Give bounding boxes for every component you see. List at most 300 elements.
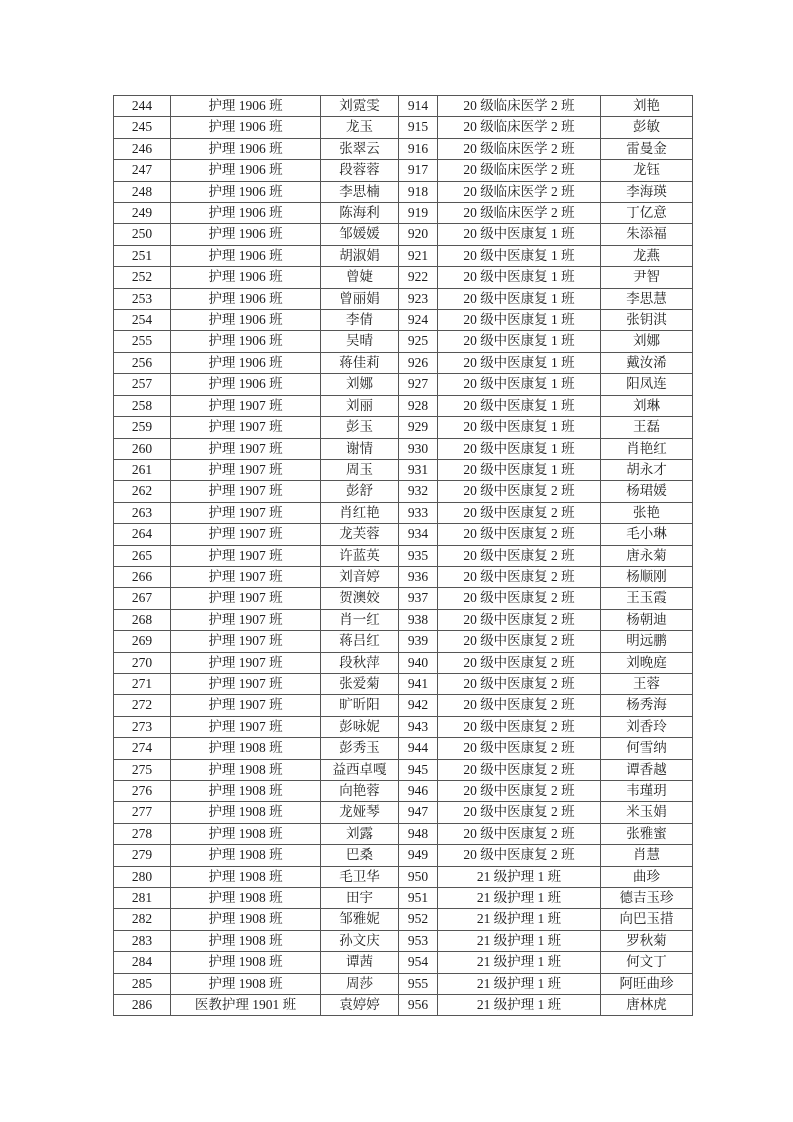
cell-name-left: 许蓝英 — [321, 545, 399, 566]
cell-class-left: 护理 1906 班 — [171, 203, 321, 224]
table-row — [114, 224, 693, 245]
table-row — [114, 310, 693, 331]
table-row — [114, 695, 693, 716]
cell-name-right: 韦瑾玥 — [601, 781, 693, 802]
cell-class-left: 护理 1907 班 — [171, 481, 321, 502]
table-row — [114, 888, 693, 909]
cell-class-left: 护理 1907 班 — [171, 524, 321, 545]
cell-serial-left: 280 — [114, 866, 171, 887]
cell-class-left: 护理 1908 班 — [171, 845, 321, 866]
cell-serial-right: 923 — [399, 288, 438, 309]
cell-class-right: 20 级中医康复 2 班 — [438, 652, 601, 673]
cell-class-left: 护理 1907 班 — [171, 545, 321, 566]
table-row — [114, 781, 693, 802]
cell-class-right: 21 级护理 1 班 — [438, 888, 601, 909]
cell-name-right: 李海瑛 — [601, 181, 693, 202]
cell-class-left: 护理 1908 班 — [171, 973, 321, 994]
cell-name-right: 唐林虎 — [601, 995, 693, 1016]
cell-serial-right: 914 — [399, 96, 438, 117]
cell-class-left: 护理 1908 班 — [171, 759, 321, 780]
cell-serial-left: 251 — [114, 245, 171, 266]
table-row — [114, 909, 693, 930]
cell-name-right: 罗秋菊 — [601, 930, 693, 951]
cell-name-left: 曾丽娟 — [321, 288, 399, 309]
cell-name-right: 王蓉 — [601, 673, 693, 694]
cell-class-left: 护理 1906 班 — [171, 374, 321, 395]
cell-name-right: 张雅蜜 — [601, 823, 693, 844]
table-row — [114, 631, 693, 652]
cell-serial-left: 271 — [114, 673, 171, 694]
cell-class-right: 20 级中医康复 2 班 — [438, 673, 601, 694]
table-row — [114, 160, 693, 181]
cell-name-right: 肖慧 — [601, 845, 693, 866]
cell-class-right: 20 级中医康复 2 班 — [438, 609, 601, 630]
cell-name-left: 蒋佳莉 — [321, 352, 399, 373]
cell-name-right: 彭敏 — [601, 117, 693, 138]
cell-name-right: 张钥淇 — [601, 310, 693, 331]
cell-name-left: 旷昕阳 — [321, 695, 399, 716]
cell-serial-right: 930 — [399, 438, 438, 459]
table-row — [114, 716, 693, 737]
cell-name-left: 彭咏妮 — [321, 716, 399, 737]
cell-class-right: 20 级中医康复 2 班 — [438, 481, 601, 502]
cell-serial-left: 264 — [114, 524, 171, 545]
cell-serial-left: 283 — [114, 930, 171, 951]
cell-class-right: 21 级护理 1 班 — [438, 995, 601, 1016]
cell-name-left: 周莎 — [321, 973, 399, 994]
cell-class-left: 护理 1906 班 — [171, 96, 321, 117]
cell-class-right: 20 级中医康复 2 班 — [438, 631, 601, 652]
cell-name-right: 刘琳 — [601, 395, 693, 416]
cell-class-left: 护理 1907 班 — [171, 609, 321, 630]
table-row — [114, 652, 693, 673]
cell-serial-right: 940 — [399, 652, 438, 673]
cell-class-right: 20 级中医康复 2 班 — [438, 502, 601, 523]
cell-name-left: 蒋吕红 — [321, 631, 399, 652]
cell-serial-left: 250 — [114, 224, 171, 245]
table-row — [114, 374, 693, 395]
cell-name-left: 邹雅妮 — [321, 909, 399, 930]
cell-class-left: 护理 1907 班 — [171, 502, 321, 523]
table-row — [114, 181, 693, 202]
cell-name-right: 杨珺媛 — [601, 481, 693, 502]
cell-name-right: 肖艳红 — [601, 438, 693, 459]
cell-serial-right: 952 — [399, 909, 438, 930]
cell-serial-left: 268 — [114, 609, 171, 630]
cell-class-left: 护理 1906 班 — [171, 288, 321, 309]
cell-name-left: 彭秀玉 — [321, 738, 399, 759]
cell-name-left: 段蓉蓉 — [321, 160, 399, 181]
cell-name-left: 李倩 — [321, 310, 399, 331]
cell-name-left: 刘霓雯 — [321, 96, 399, 117]
cell-class-right: 21 级护理 1 班 — [438, 909, 601, 930]
cell-serial-right: 946 — [399, 781, 438, 802]
cell-class-right: 21 级护理 1 班 — [438, 866, 601, 887]
cell-class-right: 21 级护理 1 班 — [438, 930, 601, 951]
table-row — [114, 588, 693, 609]
cell-class-left: 护理 1907 班 — [171, 673, 321, 694]
cell-class-right: 20 级中医康复 2 班 — [438, 524, 601, 545]
cell-serial-right: 944 — [399, 738, 438, 759]
cell-serial-left: 269 — [114, 631, 171, 652]
cell-serial-right: 941 — [399, 673, 438, 694]
cell-serial-left: 267 — [114, 588, 171, 609]
table-row — [114, 352, 693, 373]
cell-class-left: 护理 1906 班 — [171, 352, 321, 373]
cell-class-left: 护理 1907 班 — [171, 417, 321, 438]
cell-name-right: 戴汝浠 — [601, 352, 693, 373]
cell-name-left: 谢情 — [321, 438, 399, 459]
table-row — [114, 395, 693, 416]
cell-class-right: 20 级中医康复 1 班 — [438, 352, 601, 373]
table-row — [114, 524, 693, 545]
cell-serial-left: 281 — [114, 888, 171, 909]
cell-serial-right: 943 — [399, 716, 438, 737]
cell-name-left: 龙芙蓉 — [321, 524, 399, 545]
cell-class-left: 护理 1906 班 — [171, 181, 321, 202]
cell-class-right: 20 级临床医学 2 班 — [438, 203, 601, 224]
cell-class-left: 护理 1906 班 — [171, 245, 321, 266]
cell-class-right: 20 级中医康复 1 班 — [438, 267, 601, 288]
cell-serial-right: 955 — [399, 973, 438, 994]
cell-serial-left: 256 — [114, 352, 171, 373]
cell-serial-right: 950 — [399, 866, 438, 887]
cell-serial-right: 954 — [399, 952, 438, 973]
cell-name-right: 阳凤连 — [601, 374, 693, 395]
cell-serial-left: 260 — [114, 438, 171, 459]
cell-serial-left: 247 — [114, 160, 171, 181]
table-row — [114, 203, 693, 224]
cell-serial-left: 258 — [114, 395, 171, 416]
cell-serial-right: 919 — [399, 203, 438, 224]
cell-class-right: 20 级中医康复 1 班 — [438, 395, 601, 416]
cell-name-left: 田宇 — [321, 888, 399, 909]
cell-serial-left: 259 — [114, 417, 171, 438]
cell-class-right: 20 级中医康复 1 班 — [438, 288, 601, 309]
cell-serial-right: 948 — [399, 823, 438, 844]
cell-class-right: 20 级临床医学 2 班 — [438, 181, 601, 202]
cell-serial-left: 273 — [114, 716, 171, 737]
table-row — [114, 673, 693, 694]
cell-name-right: 阿旺曲珍 — [601, 973, 693, 994]
cell-name-right: 雷曼金 — [601, 138, 693, 159]
cell-name-left: 胡淑娟 — [321, 245, 399, 266]
cell-serial-left: 249 — [114, 203, 171, 224]
cell-class-left: 医教护理 1901 班 — [171, 995, 321, 1016]
cell-class-left: 护理 1907 班 — [171, 395, 321, 416]
cell-serial-left: 245 — [114, 117, 171, 138]
cell-name-left: 吴晴 — [321, 331, 399, 352]
cell-serial-right: 925 — [399, 331, 438, 352]
cell-class-right: 20 级中医康复 1 班 — [438, 438, 601, 459]
cell-class-right: 20 级中医康复 1 班 — [438, 245, 601, 266]
table-row — [114, 459, 693, 480]
cell-name-left: 段秋萍 — [321, 652, 399, 673]
cell-name-left: 毛卫华 — [321, 866, 399, 887]
table-row — [114, 481, 693, 502]
cell-class-right: 20 级中医康复 1 班 — [438, 331, 601, 352]
cell-name-left: 谭茜 — [321, 952, 399, 973]
cell-class-right: 20 级中医康复 2 班 — [438, 738, 601, 759]
cell-name-left: 刘娜 — [321, 374, 399, 395]
table-row — [114, 823, 693, 844]
cell-serial-right: 939 — [399, 631, 438, 652]
table-row — [114, 502, 693, 523]
cell-class-left: 护理 1908 班 — [171, 888, 321, 909]
table-row — [114, 245, 693, 266]
cell-name-right: 何雪纳 — [601, 738, 693, 759]
cell-serial-left: 286 — [114, 995, 171, 1016]
cell-serial-left: 284 — [114, 952, 171, 973]
table-row — [114, 331, 693, 352]
cell-class-right: 20 级临床医学 2 班 — [438, 138, 601, 159]
cell-name-right: 胡永才 — [601, 459, 693, 480]
cell-class-left: 护理 1908 班 — [171, 866, 321, 887]
cell-serial-left: 254 — [114, 310, 171, 331]
cell-name-right: 刘晚庭 — [601, 652, 693, 673]
table-row — [114, 117, 693, 138]
cell-name-right: 张艳 — [601, 502, 693, 523]
cell-class-left: 护理 1907 班 — [171, 652, 321, 673]
cell-name-left: 贺澳姣 — [321, 588, 399, 609]
cell-serial-right: 920 — [399, 224, 438, 245]
cell-name-left: 张爱菊 — [321, 673, 399, 694]
cell-class-right: 20 级中医康复 2 班 — [438, 545, 601, 566]
roster-table-body — [114, 96, 693, 1016]
cell-serial-left: 279 — [114, 845, 171, 866]
cell-class-left: 护理 1908 班 — [171, 802, 321, 823]
cell-class-left: 护理 1908 班 — [171, 823, 321, 844]
cell-serial-left: 252 — [114, 267, 171, 288]
cell-class-left: 护理 1906 班 — [171, 310, 321, 331]
cell-class-right: 20 级中医康复 1 班 — [438, 310, 601, 331]
cell-name-right: 龙燕 — [601, 245, 693, 266]
cell-class-left: 护理 1907 班 — [171, 631, 321, 652]
table-row — [114, 438, 693, 459]
cell-class-left: 护理 1906 班 — [171, 160, 321, 181]
cell-name-left: 孙文庆 — [321, 930, 399, 951]
cell-name-right: 毛小琳 — [601, 524, 693, 545]
table-row — [114, 545, 693, 566]
cell-name-right: 米玉娟 — [601, 802, 693, 823]
cell-name-left: 刘音婷 — [321, 566, 399, 587]
cell-serial-right: 931 — [399, 459, 438, 480]
cell-serial-left: 263 — [114, 502, 171, 523]
cell-serial-left: 275 — [114, 759, 171, 780]
cell-serial-left: 244 — [114, 96, 171, 117]
cell-class-left: 护理 1906 班 — [171, 224, 321, 245]
cell-class-right: 20 级中医康复 2 班 — [438, 781, 601, 802]
cell-name-right: 曲珍 — [601, 866, 693, 887]
cell-serial-left: 266 — [114, 566, 171, 587]
cell-class-right: 20 级中医康复 2 班 — [438, 802, 601, 823]
cell-name-left: 曾婕 — [321, 267, 399, 288]
cell-name-left: 陈海利 — [321, 203, 399, 224]
cell-class-left: 护理 1906 班 — [171, 331, 321, 352]
cell-name-right: 刘香玲 — [601, 716, 693, 737]
cell-name-left: 益西卓嘎 — [321, 759, 399, 780]
cell-name-right: 朱添福 — [601, 224, 693, 245]
cell-name-left: 李思楠 — [321, 181, 399, 202]
table-row — [114, 288, 693, 309]
table-row — [114, 845, 693, 866]
cell-serial-right: 916 — [399, 138, 438, 159]
cell-class-left: 护理 1907 班 — [171, 566, 321, 587]
cell-serial-right: 942 — [399, 695, 438, 716]
cell-serial-left: 272 — [114, 695, 171, 716]
cell-class-left: 护理 1908 班 — [171, 738, 321, 759]
cell-name-right: 刘艳 — [601, 96, 693, 117]
cell-name-left: 龙玉 — [321, 117, 399, 138]
cell-name-left: 刘丽 — [321, 395, 399, 416]
cell-name-left: 周玉 — [321, 459, 399, 480]
cell-name-right: 杨顺刚 — [601, 566, 693, 587]
cell-class-right: 20 级中医康复 1 班 — [438, 224, 601, 245]
cell-name-right: 德吉玉珍 — [601, 888, 693, 909]
cell-name-right: 谭香越 — [601, 759, 693, 780]
cell-name-right: 刘娜 — [601, 331, 693, 352]
cell-name-right: 杨秀海 — [601, 695, 693, 716]
cell-serial-right: 935 — [399, 545, 438, 566]
cell-name-right: 王玉霞 — [601, 588, 693, 609]
cell-class-right: 20 级中医康复 1 班 — [438, 459, 601, 480]
cell-name-left: 龙娅琴 — [321, 802, 399, 823]
table-row — [114, 995, 693, 1016]
cell-serial-right: 936 — [399, 566, 438, 587]
cell-class-left: 护理 1906 班 — [171, 267, 321, 288]
cell-name-right: 唐永菊 — [601, 545, 693, 566]
table-row — [114, 738, 693, 759]
cell-serial-left: 248 — [114, 181, 171, 202]
cell-class-right: 20 级中医康复 2 班 — [438, 845, 601, 866]
cell-serial-right: 947 — [399, 802, 438, 823]
table-row — [114, 759, 693, 780]
cell-class-left: 护理 1907 班 — [171, 459, 321, 480]
cell-class-right: 20 级临床医学 2 班 — [438, 96, 601, 117]
cell-name-left: 张翠云 — [321, 138, 399, 159]
table-row — [114, 609, 693, 630]
cell-class-right: 20 级中医康复 2 班 — [438, 588, 601, 609]
table-row — [114, 566, 693, 587]
cell-serial-right: 929 — [399, 417, 438, 438]
cell-serial-right: 945 — [399, 759, 438, 780]
cell-serial-right: 933 — [399, 502, 438, 523]
cell-serial-left: 246 — [114, 138, 171, 159]
cell-serial-right: 937 — [399, 588, 438, 609]
cell-serial-right: 951 — [399, 888, 438, 909]
cell-name-left: 向艳蓉 — [321, 781, 399, 802]
cell-serial-left: 285 — [114, 973, 171, 994]
cell-class-right: 20 级中医康复 1 班 — [438, 374, 601, 395]
cell-class-left: 护理 1908 班 — [171, 952, 321, 973]
cell-class-right: 20 级中医康复 1 班 — [438, 417, 601, 438]
table-row — [114, 802, 693, 823]
cell-serial-right: 927 — [399, 374, 438, 395]
roster-table — [113, 95, 693, 1016]
cell-class-left: 护理 1908 班 — [171, 930, 321, 951]
cell-name-right: 丁亿意 — [601, 203, 693, 224]
cell-class-right: 20 级临床医学 2 班 — [438, 117, 601, 138]
cell-serial-left: 277 — [114, 802, 171, 823]
cell-serial-right: 953 — [399, 930, 438, 951]
cell-serial-right: 915 — [399, 117, 438, 138]
cell-serial-right: 917 — [399, 160, 438, 181]
cell-serial-left: 278 — [114, 823, 171, 844]
cell-serial-left: 261 — [114, 459, 171, 480]
cell-name-left: 肖红艳 — [321, 502, 399, 523]
cell-serial-left: 253 — [114, 288, 171, 309]
table-row — [114, 417, 693, 438]
cell-serial-right: 926 — [399, 352, 438, 373]
table-row — [114, 267, 693, 288]
cell-name-left: 肖一红 — [321, 609, 399, 630]
cell-serial-left: 257 — [114, 374, 171, 395]
cell-class-left: 护理 1907 班 — [171, 588, 321, 609]
cell-class-right: 20 级中医康复 2 班 — [438, 823, 601, 844]
cell-serial-right: 924 — [399, 310, 438, 331]
cell-name-right: 尹智 — [601, 267, 693, 288]
cell-serial-right: 949 — [399, 845, 438, 866]
cell-class-right: 21 级护理 1 班 — [438, 952, 601, 973]
cell-serial-right: 934 — [399, 524, 438, 545]
cell-class-right: 21 级护理 1 班 — [438, 973, 601, 994]
cell-class-left: 护理 1907 班 — [171, 438, 321, 459]
cell-name-left: 彭玉 — [321, 417, 399, 438]
cell-name-right: 何文丁 — [601, 952, 693, 973]
cell-serial-left: 255 — [114, 331, 171, 352]
cell-class-right: 20 级中医康复 2 班 — [438, 695, 601, 716]
cell-serial-left: 274 — [114, 738, 171, 759]
cell-serial-right: 918 — [399, 181, 438, 202]
cell-serial-right: 922 — [399, 267, 438, 288]
cell-name-left: 巴桑 — [321, 845, 399, 866]
cell-name-right: 明远鹏 — [601, 631, 693, 652]
cell-class-left: 护理 1907 班 — [171, 695, 321, 716]
table-row — [114, 952, 693, 973]
cell-class-right: 20 级临床医学 2 班 — [438, 160, 601, 181]
cell-serial-left: 270 — [114, 652, 171, 673]
cell-class-left: 护理 1906 班 — [171, 138, 321, 159]
cell-serial-left: 265 — [114, 545, 171, 566]
cell-class-right: 20 级中医康复 2 班 — [438, 566, 601, 587]
cell-class-left: 护理 1908 班 — [171, 909, 321, 930]
cell-serial-left: 262 — [114, 481, 171, 502]
cell-serial-right: 932 — [399, 481, 438, 502]
cell-class-left: 护理 1907 班 — [171, 716, 321, 737]
cell-class-right: 20 级中医康复 2 班 — [438, 759, 601, 780]
cell-name-right: 王磊 — [601, 417, 693, 438]
cell-name-left: 彭舒 — [321, 481, 399, 502]
table-row — [114, 930, 693, 951]
cell-serial-right: 928 — [399, 395, 438, 416]
cell-name-right: 李思慧 — [601, 288, 693, 309]
cell-serial-right: 921 — [399, 245, 438, 266]
cell-name-left: 袁婷婷 — [321, 995, 399, 1016]
cell-serial-left: 276 — [114, 781, 171, 802]
cell-name-right: 龙钰 — [601, 160, 693, 181]
table-row — [114, 96, 693, 117]
cell-name-right: 向巴玉措 — [601, 909, 693, 930]
table-row — [114, 866, 693, 887]
cell-serial-left: 282 — [114, 909, 171, 930]
cell-name-left: 邹媛媛 — [321, 224, 399, 245]
cell-serial-right: 938 — [399, 609, 438, 630]
table-row — [114, 973, 693, 994]
cell-class-right: 20 级中医康复 2 班 — [438, 716, 601, 737]
cell-class-left: 护理 1906 班 — [171, 117, 321, 138]
cell-serial-right: 956 — [399, 995, 438, 1016]
cell-name-right: 杨朝迪 — [601, 609, 693, 630]
